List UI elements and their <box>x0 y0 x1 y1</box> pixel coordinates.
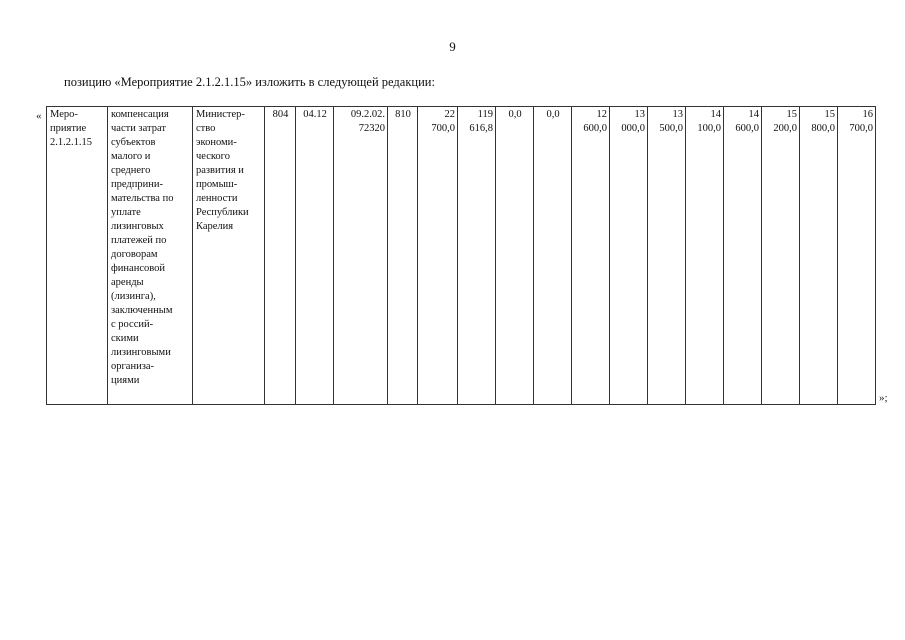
amount-line: 600,0 <box>735 123 759 134</box>
executor-line: промыш- <box>196 179 238 190</box>
description-line: аренды <box>111 277 144 288</box>
amount-cell <box>572 107 610 405</box>
executor-line: Республики <box>196 207 249 218</box>
description-line: с россий- <box>111 319 154 330</box>
table-row <box>47 107 876 405</box>
amount-line: 15 <box>786 109 797 120</box>
amount-cell <box>418 107 458 405</box>
amount-line: 200,0 <box>773 123 797 134</box>
instruction-text: позицию «Мероприятие 2.1.2.1.15» изложить в следующей редакции: <box>64 75 435 89</box>
amount-cell <box>838 107 876 405</box>
amount-line: 0,0 <box>508 109 522 120</box>
executor-line: ленности <box>196 193 238 204</box>
amount-cell <box>724 107 762 405</box>
description-line: малого и <box>111 151 151 162</box>
grbs-code-cell <box>265 107 296 405</box>
description-line: компенсация <box>111 109 169 120</box>
executor-line: Министер- <box>196 109 245 120</box>
target-article-line: 72320 <box>358 123 385 134</box>
measure-cell <box>47 107 108 405</box>
amount-line: 600,0 <box>583 123 607 134</box>
grbs-code: 804 <box>272 109 289 120</box>
amount-cell <box>534 107 572 405</box>
amount-line: 700,0 <box>431 123 455 134</box>
amount-line: 16 <box>862 109 873 120</box>
amount-line: 616,8 <box>469 123 493 134</box>
description-line: субъектов <box>111 137 156 148</box>
page-number: 9 <box>449 39 456 54</box>
amount-line: 700,0 <box>849 123 873 134</box>
description-line: циями <box>111 375 140 386</box>
description-line: мательства по <box>111 193 174 204</box>
amount-cell <box>496 107 534 405</box>
amendment-table <box>46 106 876 405</box>
executor-line: Карелия <box>196 221 234 232</box>
amount-line: 14 <box>710 109 721 120</box>
amount-cell <box>648 107 686 405</box>
target-article-line: 09.2.02. <box>350 109 385 120</box>
description-line: заключенным <box>111 305 173 316</box>
executor-cell <box>193 107 265 405</box>
amount-line: 500,0 <box>659 123 683 134</box>
measure-line: Меро- <box>50 109 78 120</box>
amount-line: 119 <box>477 109 493 120</box>
amount-line: 15 <box>824 109 835 120</box>
executor-line: экономи- <box>196 137 237 148</box>
amount-cell <box>762 107 800 405</box>
amount-cell <box>458 107 496 405</box>
description-line: лизинговыми <box>111 347 171 358</box>
expense-type-cell <box>388 107 418 405</box>
amount-line: 13 <box>672 109 683 120</box>
description-line: организа- <box>111 361 155 372</box>
description-line: уплате <box>111 207 141 218</box>
measure-line: 2.1.2.1.15 <box>50 137 92 148</box>
closing-quote: »; <box>879 392 888 404</box>
executor-line: ческого <box>196 151 230 162</box>
executor-line: развития и <box>196 165 244 176</box>
amount-line: 22 <box>444 109 455 120</box>
amount-cell <box>800 107 838 405</box>
description-line: договорам <box>111 249 158 260</box>
description-line: части затрат <box>111 123 166 134</box>
executor-line: ство <box>196 123 216 134</box>
description-line: среднего <box>111 165 151 176</box>
amount-line: 12 <box>596 109 607 120</box>
amount-line: 100,0 <box>697 123 721 134</box>
description-line: (лизинга), <box>111 291 156 302</box>
amount-line: 0,0 <box>546 109 560 120</box>
target-article-cell <box>334 107 388 405</box>
description-line: скими <box>111 333 139 344</box>
amount-line: 000,0 <box>621 123 645 134</box>
description-line: лизинговых <box>111 221 164 232</box>
measure-line: приятие <box>50 123 87 134</box>
description-cell <box>108 107 193 405</box>
opening-quote: « <box>36 110 42 122</box>
description-line: финансовой <box>111 263 165 274</box>
description-line: платежей по <box>111 235 167 246</box>
section-code: 04.12 <box>303 109 327 120</box>
amount-line: 13 <box>634 109 645 120</box>
description-line: предприни- <box>111 179 163 190</box>
amount-line: 800,0 <box>811 123 835 134</box>
amount-line: 14 <box>748 109 759 120</box>
amount-cell <box>610 107 648 405</box>
amount-cell <box>686 107 724 405</box>
section-code-cell <box>296 107 334 405</box>
expense-type-code: 810 <box>395 109 411 120</box>
